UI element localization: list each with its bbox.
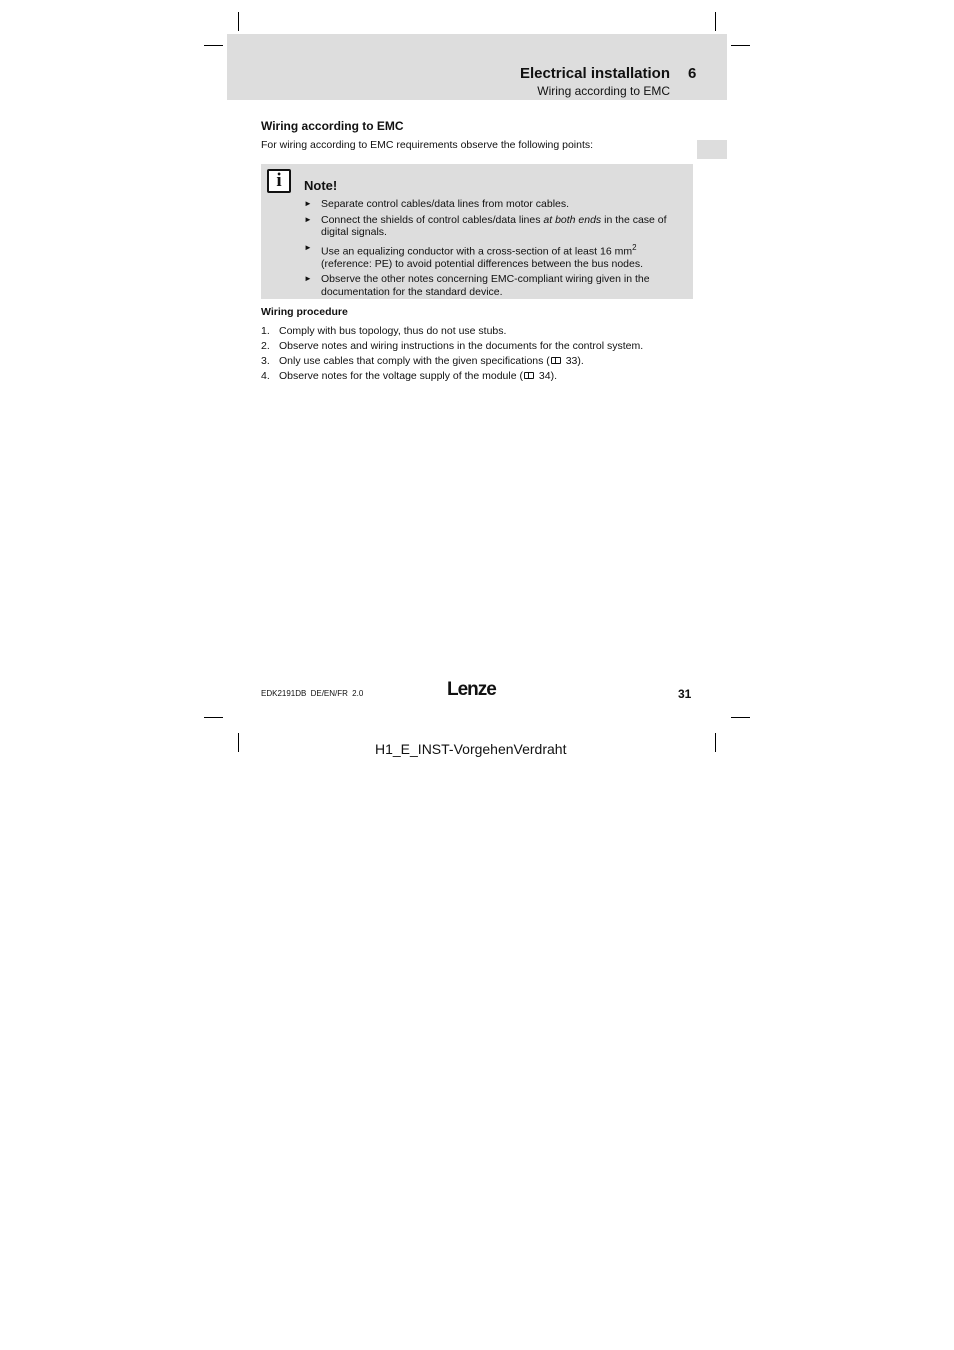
book-icon <box>551 357 561 364</box>
chapter-subtitle: Wiring according to EMC <box>537 84 670 98</box>
crop-mark-top-left-h <box>204 45 223 46</box>
section-heading: Wiring according to EMC <box>261 119 404 133</box>
file-label: H1_E_INST-VorgehenVerdraht <box>375 741 567 757</box>
footer-document-id: EDK2191DB DE/EN/FR 2.0 <box>261 689 364 698</box>
info-icon: i <box>267 169 291 193</box>
page-reference[interactable]: 33 <box>562 355 578 367</box>
crop-mark-top-right-v <box>715 12 716 31</box>
procedure-step: 3. Only use cables that comply with the given specifications ( 33). <box>261 355 584 367</box>
lenze-logo: Lenze <box>447 679 496 700</box>
note-bullet-list <box>304 198 686 301</box>
note-bullet: ► Observe the other notes concerning EMC-compliant wiring given in the documentation for the standard device. <box>304 273 650 298</box>
note-bullet: ► Use an equalizing conductor with a cross-section of at least 16 $mm^2$ (reference: PE) to avoid potential differences between the bus nodes. <box>304 242 644 270</box>
note-box <box>261 164 693 299</box>
chapter-title: Electrical installation <box>519 65 670 82</box>
crop-mark-bottom-left-h <box>204 717 223 718</box>
procedure-step: 2. Observe notes and wiring instructions in the documents for the control system. <box>261 340 644 352</box>
crop-mark-top-right-h <box>731 45 750 46</box>
procedure-step: 1. Comply with bus topology, thus do not use stubs. <box>261 325 507 337</box>
section-intro: For wiring according to EMC requirements observe the following points: <box>261 139 594 151</box>
bullet-arrow-icon: ► <box>304 199 312 208</box>
crop-mark-bottom-right-h <box>731 717 750 718</box>
procedure-heading: Wiring procedure <box>261 306 348 318</box>
page-number: 31 <box>678 687 692 701</box>
crop-mark-bottom-left-v <box>238 733 239 752</box>
procedure-steps <box>261 324 701 384</box>
chapter-number: 6 <box>688 65 697 82</box>
note-bullet: ► Connect the shields of control cables/data lines at both ends in the case of digital signals. <box>304 213 667 238</box>
book-icon <box>524 372 534 379</box>
crop-mark-bottom-right-v <box>715 733 716 752</box>
bullet-arrow-icon: ► <box>304 214 312 224</box>
note-bullet: ► Separate control cables/data lines from motor cables. <box>304 198 570 210</box>
bullet-arrow-icon: ► <box>304 274 312 283</box>
chapter-side-tab <box>697 140 727 159</box>
note-title: Note! <box>304 178 338 193</box>
crop-mark-top-left-v <box>238 12 239 31</box>
bullet-arrow-icon: ► <box>304 242 312 252</box>
procedure-step: 4. Observe notes for the voltage supply of the module ( 34). <box>261 370 558 382</box>
page-reference[interactable]: 34 <box>535 370 551 382</box>
